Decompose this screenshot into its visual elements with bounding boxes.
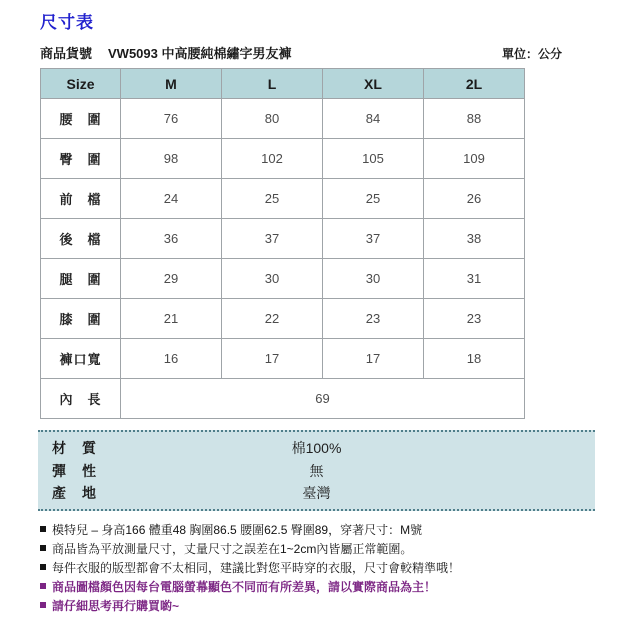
table-row-hip — [41, 139, 525, 179]
cell-value: 21 — [121, 299, 222, 339]
cell-value: 37 — [222, 219, 323, 259]
cell-value: 84 — [323, 99, 424, 139]
row-label: 腿 圍 — [41, 259, 121, 299]
cell-value-span: 69 — [121, 379, 525, 419]
cell-value: 25 — [323, 179, 424, 219]
cell-value: 22 — [222, 299, 323, 339]
size-table-header-cell: L — [222, 69, 323, 99]
table-row-waist — [41, 99, 525, 139]
cell-value: 109 — [424, 139, 525, 179]
cell-value: 17 — [323, 339, 424, 379]
note-model-info — [40, 521, 600, 540]
note-color-difference — [40, 578, 600, 597]
size-table — [40, 68, 525, 419]
note-compare-clothes — [40, 559, 600, 578]
cell-value: 31 — [424, 259, 525, 299]
row-label: 後 檔 — [41, 219, 121, 259]
bullet-icon — [40, 583, 46, 589]
cell-value: 37 — [323, 219, 424, 259]
info-value: 臺灣 — [302, 485, 331, 502]
product-header — [40, 43, 562, 62]
table-row-back-rise — [41, 219, 525, 259]
cell-value: 17 — [222, 339, 323, 379]
notes-section — [40, 521, 600, 616]
bullet-icon — [40, 564, 46, 570]
cell-value: 38 — [424, 219, 525, 259]
bullet-icon — [40, 526, 46, 532]
table-row-inseam — [41, 379, 525, 419]
cell-value: 80 — [222, 99, 323, 139]
table-row-leg-opening — [41, 339, 525, 379]
row-label: 膝 圍 — [41, 299, 121, 339]
note-text: 商品皆為平放測量尺寸，丈量尺寸之誤差在1~2cm內皆屬正常範圍。 — [52, 542, 413, 556]
cell-value: 30 — [222, 259, 323, 299]
product-code-label: 商品貨號 — [40, 46, 93, 61]
note-think-before-buy — [40, 597, 600, 616]
size-table-header-row — [41, 69, 525, 99]
info-panel — [38, 430, 595, 511]
size-table-header-cell: XL — [323, 69, 424, 99]
cell-value: 76 — [121, 99, 222, 139]
product-name: VW5093 中高腰純棉繡字男友褲 — [108, 46, 292, 61]
info-label: 產 地 — [52, 485, 97, 502]
note-measure-tolerance — [40, 540, 600, 559]
info-row-material — [38, 438, 595, 458]
cell-value: 29 — [121, 259, 222, 299]
unit-label: 單位：公分 — [501, 47, 562, 61]
page-title: 尺寸表 — [40, 13, 94, 32]
row-label: 腰 圍 — [41, 99, 121, 139]
info-value: 無 — [309, 462, 324, 479]
cell-value: 25 — [222, 179, 323, 219]
cell-value: 23 — [323, 299, 424, 339]
cell-value: 36 — [121, 219, 222, 259]
note-text: 每件衣服的版型都會不太相同，建議比對您平時穿的衣服，尺寸會較精準哦！ — [52, 561, 461, 575]
cell-value: 30 — [323, 259, 424, 299]
cell-value: 98 — [121, 139, 222, 179]
bullet-icon — [40, 602, 46, 608]
cell-value: 18 — [424, 339, 525, 379]
row-label: 內 長 — [41, 379, 121, 419]
cell-value: 88 — [424, 99, 525, 139]
size-table-header-cell: 2L — [424, 69, 525, 99]
row-label: 褲口寬 — [41, 339, 121, 379]
row-label: 臀 圍 — [41, 139, 121, 179]
cell-value: 26 — [424, 179, 525, 219]
bullet-icon — [40, 545, 46, 551]
size-table-header-cell: Size — [41, 69, 121, 99]
cell-value: 23 — [424, 299, 525, 339]
info-row-origin — [38, 483, 595, 503]
cell-value: 105 — [323, 139, 424, 179]
row-label: 前 檔 — [41, 179, 121, 219]
table-row-front-rise — [41, 179, 525, 219]
info-label: 材 質 — [52, 439, 97, 456]
note-text: 請仔細思考再行購買喲~ — [52, 599, 180, 613]
size-table-header-cell: M — [121, 69, 222, 99]
table-row-thigh — [41, 259, 525, 299]
cell-value: 102 — [222, 139, 323, 179]
info-label: 彈 性 — [52, 462, 97, 479]
info-row-elasticity — [38, 461, 595, 481]
note-text: 商品圖檔顏色因每台電腦螢幕顯色不同而有所差異，請以實際商品為主！ — [52, 580, 437, 594]
info-value: 棉100% — [291, 439, 342, 456]
table-row-knee — [41, 299, 525, 339]
note-text: 模特兒 – 身高166 體重48 胸圍86.5 腰圍62.5 臀圍89，穿著尺寸：M號 — [52, 523, 423, 537]
cell-value: 16 — [121, 339, 222, 379]
cell-value: 24 — [121, 179, 222, 219]
